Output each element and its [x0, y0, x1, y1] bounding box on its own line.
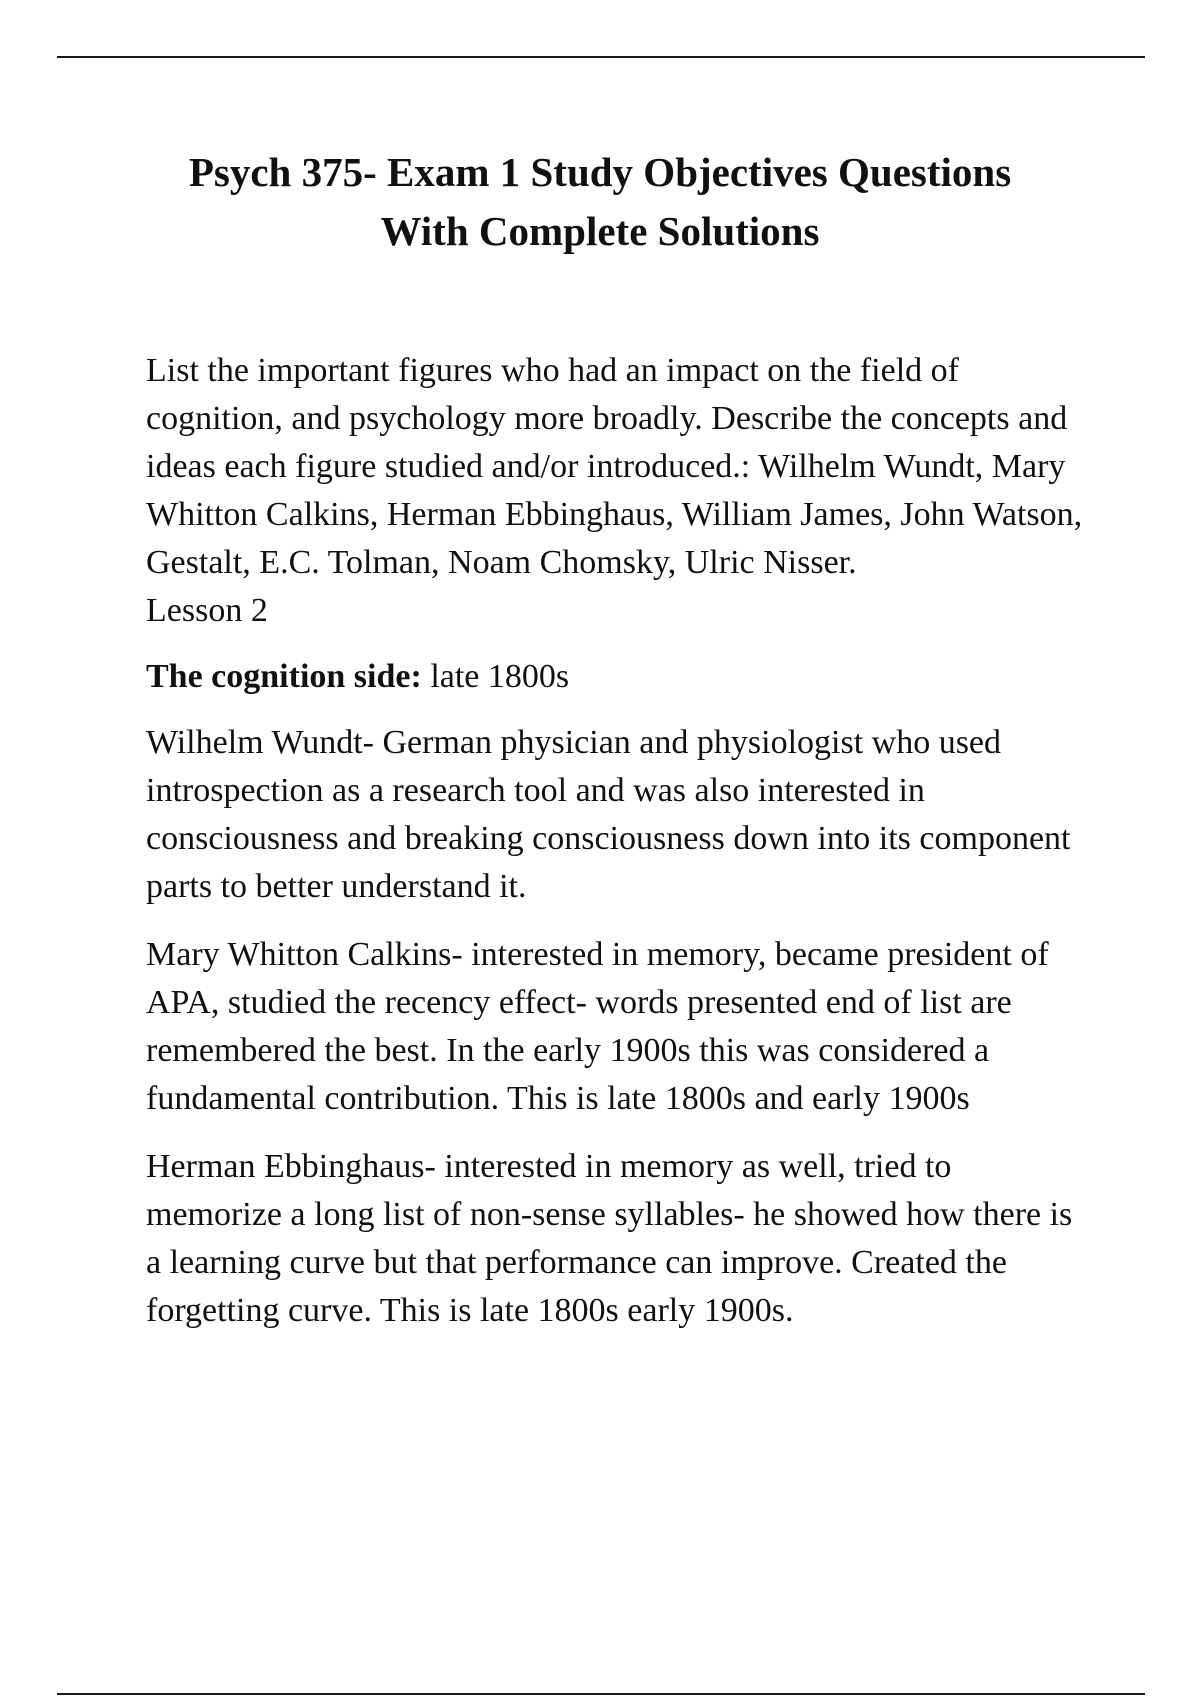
- title-line-2: With Complete Solutions: [380, 208, 820, 254]
- entry-wundt: Wilhelm Wundt- German physician and physiologist who used introspection as a research tool and was also interested in consciousness and breaking consciousness down into its component parts to better understand it.: [146, 724, 1071, 905]
- document-title: [100, 143, 1100, 261]
- entry-calkins: Mary Whitton Calkins- interested in memory, became president of APA, studied the recency effect- words presented end of list are remembered the best. In the early 1900s this was considered a fundamental contribution. This is late 1800s and early 1900s: [146, 936, 1049, 1117]
- title-line-1: Psych 375- Exam 1 Study Objectives Questions: [188, 149, 1012, 195]
- cognition-side-value: late 1800s: [421, 658, 570, 695]
- bottom-divider: [57, 1693, 1145, 1695]
- document-body: [146, 347, 1086, 1335]
- cognition-side-heading: The cognition side:: [146, 658, 422, 695]
- intro-paragraph: List the important figures who had an impact on the field of cognition, and psychology more broadly. Describe the concepts and ideas each figure studied and/or introduced.: Wilhelm Wundt, Mary Whitton Calkins, Herman Ebbinghaus, William James, John Watson, Gestalt, E.C. Tolman, Noam Chomsky, Ulric Nisser.: [146, 352, 1083, 581]
- lesson-label: Lesson 2: [146, 592, 268, 629]
- cognition-side-line: [146, 653, 1086, 701]
- top-divider: [57, 56, 1145, 58]
- entry-ebbinghaus: Herman Ebbinghaus- interested in memory as well, tried to memorize a long list of non-sense syllables- he showed how there is a learning curve but that performance can improve. Created the forgetting curve. This is late 1800s early 1900s.: [146, 1148, 1073, 1329]
